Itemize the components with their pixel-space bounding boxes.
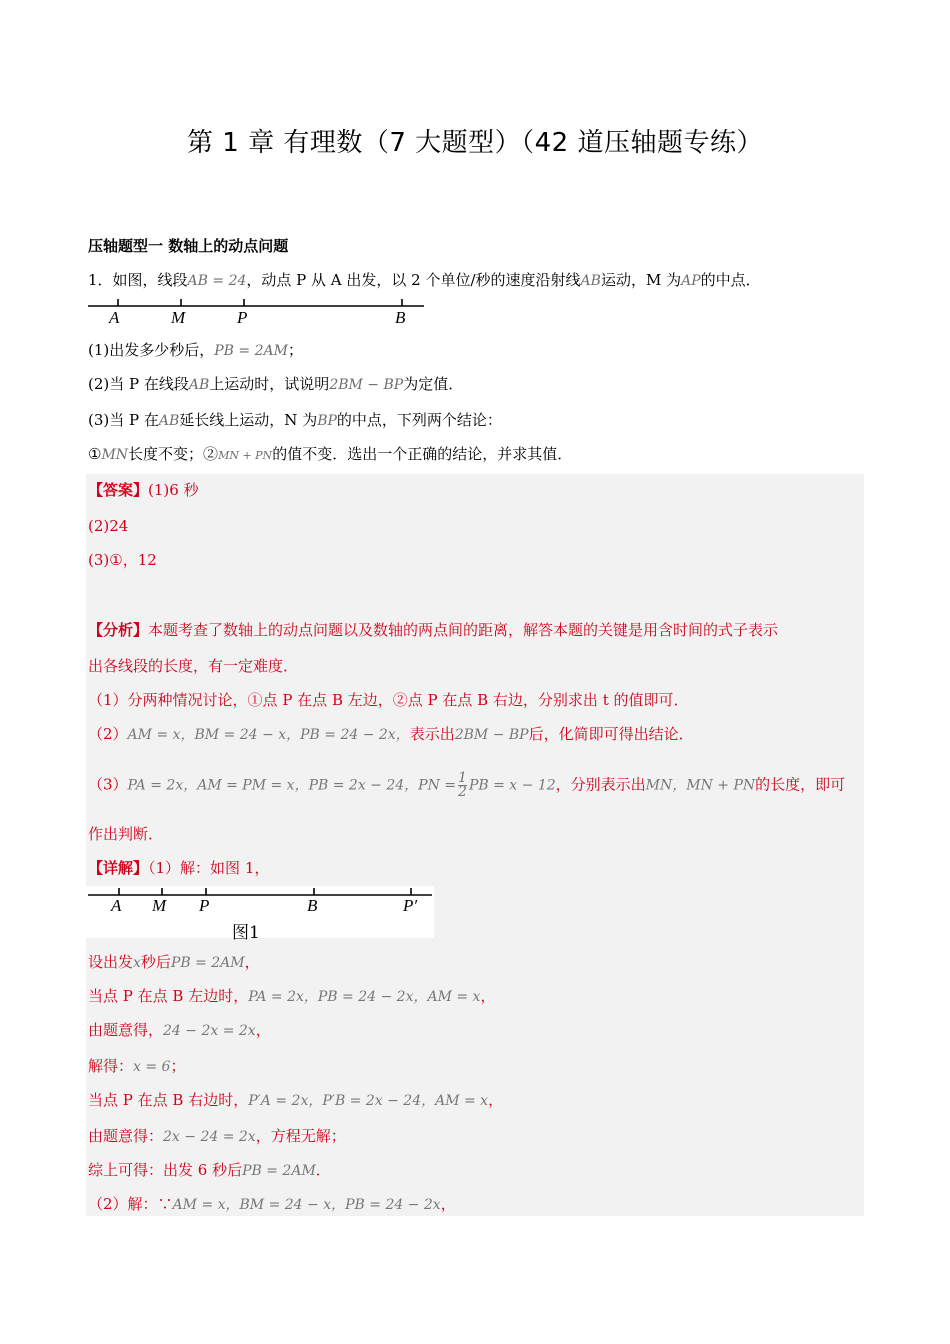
analysis-text: 表示出 — [409, 725, 455, 743]
detail-text: 综上可得：出发 6 秒后 — [88, 1161, 243, 1179]
detail-line-8 — [88, 1194, 456, 1215]
point-label-b: B — [395, 308, 406, 327]
detail-math: 24 − 2x = 2x — [163, 1023, 256, 1039]
detail-line-3 — [88, 1020, 271, 1041]
stem-text: 1．如图，线段 — [88, 271, 188, 289]
fraction-denominator: 2 — [458, 784, 467, 800]
detail-line-6 — [88, 1126, 346, 1147]
part-text: ； — [287, 341, 303, 359]
answer-line-1 — [88, 480, 199, 500]
analysis-text: 本题考查了数轴上的动点问题以及数轴的两点间的距离，解答本题的关键是用含时间的式子表示 — [148, 621, 779, 639]
analysis-line-3: （1）分两种情况讨论，①点 P 在点 B 左边，②点 P 在点 B 右边，分别求出 t 的值即可． — [88, 691, 689, 709]
part-text: 上运动时，试说明 — [209, 375, 330, 393]
analysis-math: PA = 2x，AM = PM = x，PB = 2x − 24，PN = — [127, 777, 457, 794]
detail-math: x — [133, 955, 141, 971]
analysis-text: 后，化简即可得出结论． — [528, 725, 694, 743]
detail-text: ，方程无解； — [255, 1127, 346, 1145]
detail-text: ， — [480, 987, 496, 1005]
part-text: (3)当 P 在 — [88, 411, 159, 429]
question-part-2 — [88, 374, 463, 395]
detail-text: 秒后 — [140, 953, 171, 971]
detail-tag: 【详解】 — [88, 859, 149, 877]
detail-text: 解得： — [88, 1057, 134, 1075]
page-title: 第 1 章 有理数（7 大题型）（42 道压轴题专练） — [187, 128, 763, 158]
figure-1-number-line — [86, 886, 434, 943]
detail-text: （1）解：如图 1， — [148, 859, 270, 877]
analysis-math: MN，MN + PN — [645, 777, 756, 794]
analysis-line-4 — [88, 724, 694, 745]
part-math: AB — [158, 413, 180, 429]
detail-text: ， — [244, 953, 260, 971]
part-math: 2BM − BP — [329, 377, 404, 393]
detail-math: PB = 2AM — [242, 1163, 316, 1179]
analysis-text: （3） — [88, 775, 128, 794]
answer-tag: 【答案】 — [88, 481, 149, 499]
detail-line-2 — [88, 986, 495, 1007]
detail-text: 当点 P 在点 B 右边时， — [88, 1091, 249, 1109]
stem-math: AB = 24 — [187, 273, 247, 289]
detail-math: PA = 2x，PB = 24 − 2x，AM = x — [248, 989, 481, 1005]
part-text: (2)当 P 在线段 — [88, 375, 189, 393]
part-math: MN + PN — [218, 449, 273, 462]
answer-line-2: (2)24 — [88, 517, 129, 535]
answer-text: (1)6 秒 — [148, 481, 199, 499]
detail-text: 由题意得， — [88, 1021, 164, 1039]
detail-line-5 — [88, 1090, 503, 1111]
part-text: 的中点，下列两个结论： — [336, 411, 502, 429]
analysis-math: PB = x − 12 — [468, 777, 556, 794]
part-math: AB — [188, 377, 210, 393]
analysis-line-5 — [88, 772, 845, 799]
detail-text: ， — [255, 1021, 271, 1039]
part-text: 延长线上运动，N 为 — [179, 411, 318, 429]
detail-math: x = 6 — [133, 1059, 171, 1075]
part-math: PB = 2AM — [214, 343, 288, 359]
fig-label-m: M — [152, 896, 167, 915]
detail-line-1 — [88, 952, 260, 973]
point-label-a: A — [109, 308, 120, 327]
stem-math: AB — [580, 273, 601, 289]
detail-line-intro — [88, 858, 269, 878]
part-text: 的值不变．选出一个正确的结论，并求其值． — [272, 445, 573, 463]
analysis-math: AM = x，BM = 24 − x，PB = 24 − 2x， — [127, 727, 410, 743]
detail-text: ． — [315, 1161, 331, 1179]
point-label-m: M — [171, 308, 186, 327]
part-math: MN — [101, 447, 129, 463]
question-part-1 — [88, 340, 303, 361]
analysis-line-2: 出各线段的长度，有一定难度． — [88, 657, 299, 675]
detail-math: 2x − 24 = 2x — [163, 1129, 256, 1145]
section-heading: 压轴题型一 数轴上的动点问题 — [88, 237, 289, 255]
detail-line-7 — [88, 1160, 331, 1181]
fig-label-p-prime: P′ — [403, 896, 418, 915]
number-line-svg — [86, 296, 426, 332]
detail-line-4 — [88, 1056, 185, 1077]
question-stem — [88, 270, 761, 291]
part-text: (1)出发多少秒后， — [88, 341, 215, 359]
analysis-math: 2BM − BP — [454, 727, 529, 743]
stem-text: 运动，M 为 — [600, 271, 682, 289]
detail-math: PB = 2AM — [170, 955, 245, 971]
detail-text: ， — [440, 1195, 456, 1213]
analysis-text: 的长度，即可 — [755, 775, 846, 794]
fraction-numerator: 1 — [458, 770, 467, 786]
fraction-half — [458, 772, 467, 799]
answer-line-3: (3)①，12 — [88, 551, 157, 569]
detail-text: 设出发 — [88, 953, 134, 971]
detail-text: ； — [170, 1057, 186, 1075]
point-label-p: P — [237, 308, 248, 327]
analysis-line-1 — [88, 620, 778, 640]
detail-math: AM = x，BM = 24 − x，PB = 24 − 2x — [172, 1197, 441, 1213]
fig-label-b: B — [307, 896, 318, 915]
detail-text: （2）解：∵ — [88, 1195, 173, 1213]
stem-text: ，动点 P 从 A 出发，以 2 个单位/秒的速度沿射线 — [246, 271, 581, 289]
analysis-tag: 【分析】 — [88, 621, 149, 639]
fig-label-a: A — [111, 896, 122, 915]
detail-text: 当点 P 在点 B 左边时， — [88, 987, 249, 1005]
detail-math: P′A = 2x，P′B = 2x − 24，AM = x — [248, 1093, 489, 1109]
analysis-text: ，分别表示出 — [555, 775, 646, 794]
figure-1-svg — [86, 886, 434, 906]
analysis-line-6: 作出判断． — [88, 825, 164, 843]
detail-text: 由题意得： — [88, 1127, 164, 1145]
figure-caption: 图1 — [232, 923, 260, 943]
stem-math: AP — [681, 273, 701, 289]
part-text: 为定值． — [403, 375, 464, 393]
part-text: 长度不变；② — [128, 445, 219, 463]
question-part-3 — [88, 410, 502, 431]
part-math: BP — [317, 413, 337, 429]
analysis-text: （2） — [88, 725, 128, 743]
fig-label-p: P — [199, 896, 210, 915]
stem-text: 的中点． — [700, 271, 761, 289]
question-number-line — [86, 296, 426, 332]
question-part-4 — [88, 444, 572, 466]
part-text: ① — [88, 445, 102, 463]
detail-text: ， — [488, 1091, 504, 1109]
